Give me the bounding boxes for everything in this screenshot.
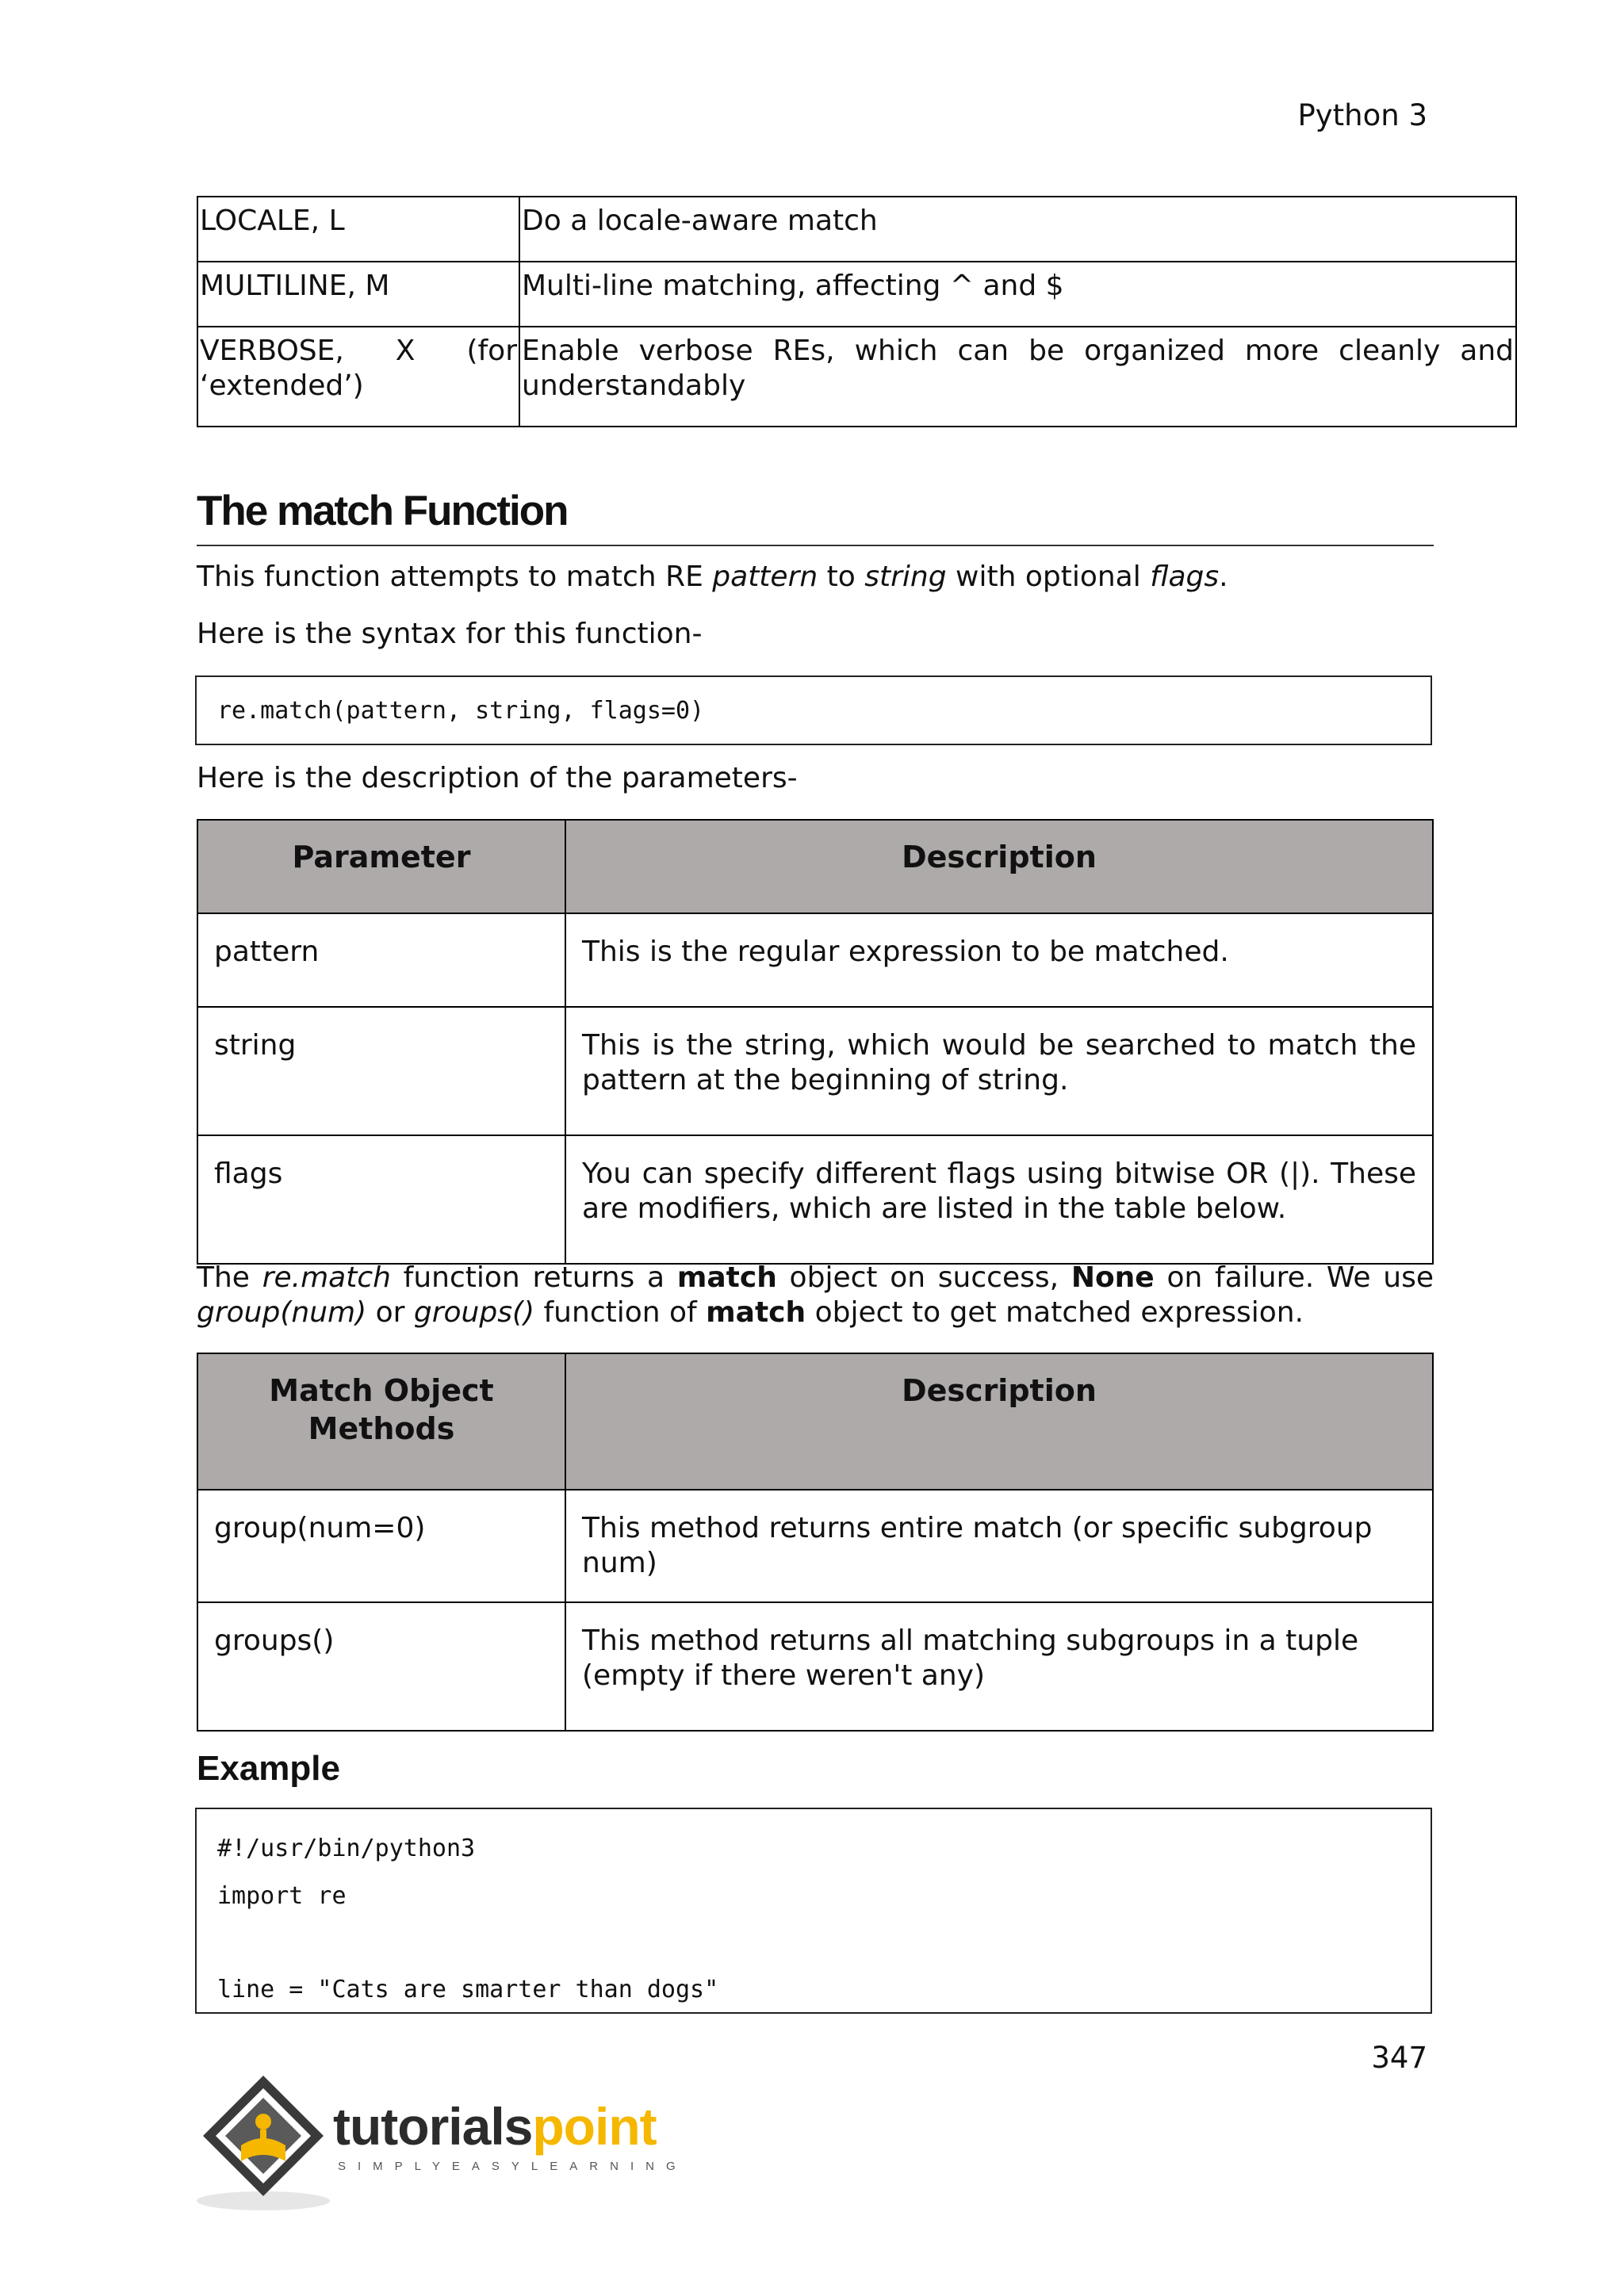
method-name: groups()	[197, 1602, 565, 1731]
table-row	[197, 197, 1516, 262]
code-line	[217, 1920, 1410, 1966]
code-line: #!/usr/bin/python3	[217, 1835, 476, 1862]
table-row	[197, 1490, 1433, 1602]
flags-table	[197, 196, 1517, 427]
code-line: import re	[217, 1882, 347, 1910]
param-name: flags	[197, 1135, 565, 1264]
syntax-code-block: re.match(pattern, string, flags=0)	[195, 675, 1432, 745]
logo-wordmark: tutorialspoint	[333, 2097, 657, 2156]
flag-description: Multi-line matching, affecting ^ and $	[519, 262, 1516, 327]
intro-paragraph: This function attempts to match RE pattern to string with optional flags.	[197, 561, 1228, 593]
column-header: Description	[565, 820, 1433, 913]
logo-diamond-icon	[193, 2069, 333, 2212]
column-header: Match Object Methods	[197, 1353, 565, 1490]
parameters-table	[197, 819, 1434, 1265]
table-row	[197, 262, 1516, 327]
example-heading: Example	[197, 1749, 340, 1788]
table-row	[197, 913, 1433, 1007]
table-header-row	[197, 820, 1433, 913]
running-header: Python 3	[1297, 98, 1427, 132]
table-row	[197, 327, 1516, 427]
tutorialspoint-logo	[193, 2069, 688, 2212]
param-description: This is the regular expression to be matched.	[565, 913, 1433, 1007]
flag-name: VERBOSE, X (for ‘extended’)	[197, 327, 519, 427]
table-row	[197, 1135, 1433, 1264]
logo-tagline: SIMPLYEASYLEARNING	[338, 2160, 688, 2173]
column-header: Description	[565, 1353, 1433, 1490]
method-description: This method returns entire match (or specific subgroup num)	[565, 1490, 1433, 1602]
param-description: This is the string, which would be searched to match the pattern at the beginning of string.	[565, 1007, 1433, 1135]
param-description: You can specify different flags using bitwise OR (|). These are modifiers, which are listed in the table below.	[565, 1135, 1433, 1264]
params-lead: Here is the description of the parameters-	[197, 762, 798, 794]
section-heading: The match Function	[197, 487, 1434, 546]
flag-name: MULTILINE, M	[197, 262, 519, 327]
table-header-row	[197, 1353, 1433, 1490]
example-code-block	[195, 1808, 1432, 2014]
param-name: string	[197, 1007, 565, 1135]
flag-name: LOCALE, L	[197, 197, 519, 262]
column-header: Parameter	[197, 820, 565, 913]
method-description: This method returns all matching subgroups in a tuple (empty if there weren't any)	[565, 1602, 1433, 1731]
param-name: pattern	[197, 913, 565, 1007]
return-paragraph: The re.match function returns a match object on success, None on failure. We use group(num) or groups() function of match object to get matched expression.	[197, 1261, 1434, 1329]
table-row	[197, 1007, 1433, 1135]
page-number: 347	[1371, 2041, 1427, 2075]
syntax-lead: Here is the syntax for this function-	[197, 618, 703, 650]
table-row	[197, 1602, 1433, 1731]
flag-description: Enable verbose REs, which can be organized more cleanly and understandably	[519, 327, 1516, 427]
flag-description: Do a locale-aware match	[519, 197, 1516, 262]
match-methods-table	[197, 1353, 1434, 1732]
method-name: group(num=0)	[197, 1490, 565, 1602]
code-line: line = "Cats are smarter than dogs"	[217, 1976, 719, 2003]
